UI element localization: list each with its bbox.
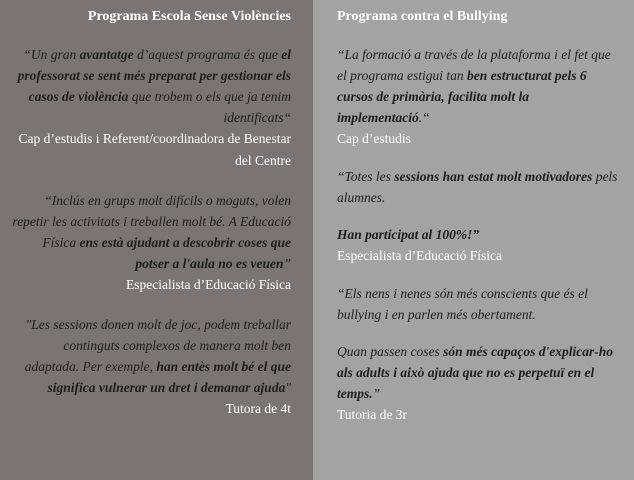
right-quotes-list bbox=[337, 44, 620, 426]
quote-text: ” bbox=[283, 256, 291, 271]
testimonial-author: Especialista d’Educació Física bbox=[126, 277, 291, 292]
testimonial-author: Cap d’estudis bbox=[337, 131, 411, 146]
quote-text: .“ bbox=[418, 110, 430, 125]
testimonial bbox=[337, 166, 620, 208]
quote-text: “La formació a través de la plataforma i el fet que el programa estigui tan bbox=[337, 47, 611, 83]
quote-highlight: el professorat se sent més preparat per gestionar els casos de violència bbox=[17, 47, 291, 104]
quote-highlight: han entès molt bé el que significa vulnerar un dret i demanar ajuda bbox=[47, 359, 291, 395]
testimonial-quote bbox=[337, 341, 620, 404]
testimonial bbox=[337, 224, 620, 267]
testimonial bbox=[337, 341, 620, 426]
testimonial bbox=[337, 44, 620, 150]
quote-text: Quan passen coses bbox=[337, 344, 444, 359]
quote-highlight: són més capaços d'explicar-ho als adults i això ajuda que no es perpetuï en el temps. bbox=[337, 344, 613, 401]
testimonial-quote bbox=[337, 283, 620, 325]
quote-text: “Els nens i nenes són més conscients que és el bullying i en parlen més obertament. bbox=[337, 286, 588, 322]
quote-text: ” bbox=[372, 386, 381, 401]
left-column-title: Programa Escola Sense Violències bbox=[87, 9, 291, 24]
testimonial-quote bbox=[337, 166, 620, 208]
testimonial-author: Especialista d’Educació Física bbox=[337, 248, 502, 263]
quote-text: d’aquest programa és que bbox=[133, 47, 282, 62]
quote-highlight: avantatge bbox=[79, 47, 134, 62]
quote-text: “Totes les bbox=[337, 169, 395, 184]
quote-text: pels alumnes. bbox=[337, 169, 618, 205]
right-column-title: Programa contra el Bullying bbox=[337, 9, 508, 24]
testimonial-quote bbox=[10, 190, 291, 274]
testimonial-author: Tutora de 4t bbox=[225, 401, 291, 416]
testimonial-quote bbox=[337, 44, 620, 128]
testimonial bbox=[10, 44, 291, 172]
quote-highlight: ens està ajudant a descobrir coses que potser a l'aula no es veuen bbox=[79, 235, 291, 271]
quote-highlight: Han participat al 100%!” bbox=[337, 227, 480, 242]
testimonial-author: Tutoria de 3r bbox=[337, 407, 407, 422]
left-column bbox=[0, 0, 313, 480]
quote-text: que trobem o els que ja tenim identificats“ bbox=[128, 89, 291, 125]
left-quotes-list bbox=[10, 44, 291, 420]
testimonial bbox=[10, 314, 291, 420]
testimonial bbox=[10, 190, 291, 296]
right-column bbox=[313, 0, 634, 480]
quote-text: “Inclús en grups molt difícils o moguts, volen repetir les activitats i treballen molt bé. A Educació Física bbox=[12, 193, 291, 250]
testimonial-quote bbox=[337, 224, 620, 245]
quote-text: "Les sessions donen molt de joc, podem treballar continguts complexos de manera molt ben adaptada. Per exemple, bbox=[24, 317, 291, 374]
testimonial bbox=[337, 283, 620, 325]
testimonial-quote bbox=[10, 314, 291, 398]
quote-text: “Un gran bbox=[23, 47, 80, 62]
testimonial-quote bbox=[10, 44, 291, 128]
quote-highlight: sessions han estat molt motivadores bbox=[394, 169, 593, 184]
quote-text: " bbox=[285, 380, 291, 395]
quote-highlight: ben estructurat pels 6 cursos de primària, facilita molt la implementació bbox=[337, 68, 587, 125]
testimonial-author: Cap d’estudis i Referent/coordinadora de Benestar del Centre bbox=[18, 131, 291, 168]
